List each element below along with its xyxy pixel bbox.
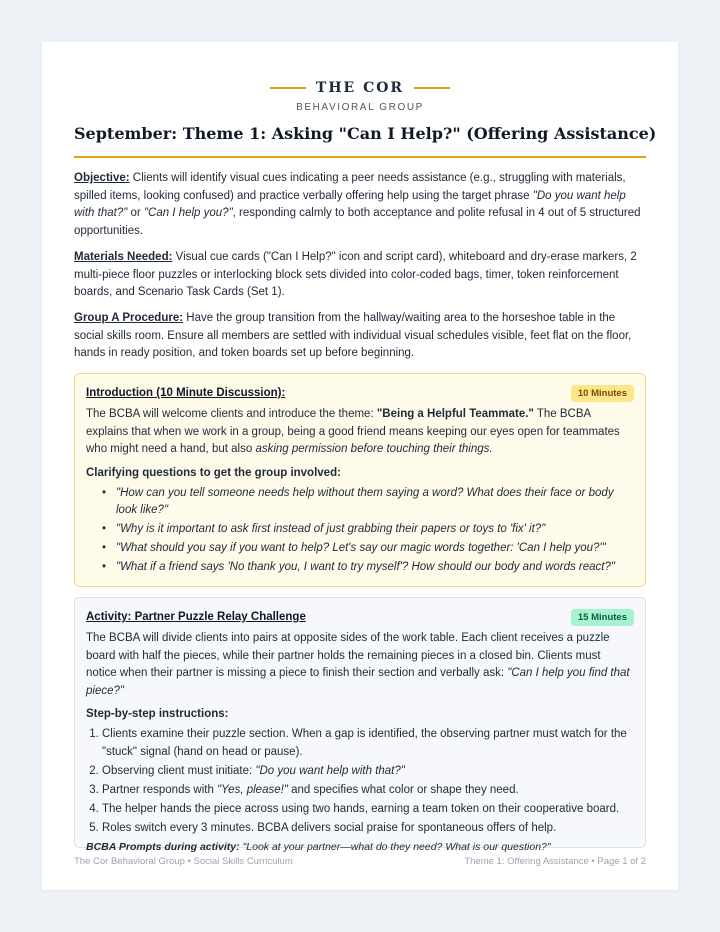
objective-phrase-2: "Can I help you?" xyxy=(143,207,233,219)
activity-phrase: "Can I help you find that piece?" xyxy=(86,667,630,697)
brand-rule-left xyxy=(270,87,306,89)
list-item: 4. The helper hands the piece across using two hands, earning a team token on their cooperative board. xyxy=(102,801,634,819)
list-item: 1. Clients examine their puzzle section. When a gap is identified, the observing partner must watch for the "stuck" signal (hand on head or pause). xyxy=(102,726,634,761)
brand-rule-right xyxy=(414,87,450,89)
introduction-text-part: The BCBA will welcome clients and introduce the theme: xyxy=(86,408,377,420)
bcba-prompts xyxy=(86,839,634,855)
introduction-duration-badge: 10 Minutes xyxy=(571,385,634,402)
objective-phrase-1: "Do you want help with that?" xyxy=(74,189,626,219)
title-divider xyxy=(74,156,646,158)
list-item: 5. Roles switch every 3 minutes. BCBA delivers social praise for spontaneous offers of help. xyxy=(102,820,634,838)
list-item: • "Why is it important to ask first instead of just grabbing their papers or toys to 'fix' it?" xyxy=(104,521,634,539)
list-item: • "What if a friend says 'No thank you, I want to try myself'? How should our body and words react?" xyxy=(104,559,634,577)
list-item: • "How can you tell someone needs help without them saying a word? What does their face or body look like?" xyxy=(104,485,634,520)
activity-duration-badge: 15 Minutes xyxy=(571,609,634,626)
activity-text xyxy=(86,630,634,700)
prompts-label: BCBA Prompts during activity: xyxy=(86,841,240,853)
activity-title: Activity: Partner Puzzle Relay Challenge xyxy=(86,611,306,623)
activity-text-part: The BCBA will divide clients into pairs at opposite sides of the work table. Each client receives a puzzle board with half the pieces, while their partner holds the remaining pieces in a closed bin. Clients must notice when their partner is missing a piece to finish their section and verbally ask: xyxy=(86,632,610,679)
brand-name: THE COR xyxy=(315,80,405,96)
introduction-section xyxy=(74,373,646,587)
steps-list xyxy=(86,726,634,837)
introduction-text-part: The BCBA explains that when we work in a group, being a good friend means keeping our eyes open for teammates who might need a hand, but also xyxy=(86,408,620,455)
questions-list xyxy=(86,485,634,577)
page-footer xyxy=(74,856,646,867)
materials-text: Visual cue cards ("Can I Help?" icon and script card), whiteboard and dry-erase markers, 2 multi-piece floor puzzles or interlocking block sets divided into color-coded bags, timer, token reinforcement boards, and Scenario Task Cards (Set 1). xyxy=(74,251,637,298)
introduction-emphasis: asking permission before touching their things. xyxy=(255,443,493,455)
page-title: September: Theme 1: Asking "Can I Help?" (Offering Assistance) xyxy=(74,124,657,143)
objective-paragraph xyxy=(74,170,646,240)
procedure-label: Group A Procedure: xyxy=(74,312,184,324)
list-item: 3. Partner responds with "Yes, please!" and specifies what color or shape they need. xyxy=(102,782,634,800)
document-page xyxy=(42,42,678,890)
introduction-title: Introduction (10 Minute Discussion): xyxy=(86,387,286,399)
activity-section xyxy=(74,597,646,853)
footer-right: Theme 1: Offering Assistance • Page 1 of 2 xyxy=(464,856,646,867)
introduction-text xyxy=(86,406,634,459)
procedure-text: Have the group transition from the hallway/waiting area to the horseshoe table in the social skills room. Ensure all members are settled with individual visual schedules visible, feet flat on the floor, hands in ready position, and token boards set up before beginning. xyxy=(74,312,632,359)
objective-text: or xyxy=(127,207,144,219)
brand-subtitle: BEHAVIORAL GROUP xyxy=(296,102,424,113)
procedure-paragraph xyxy=(74,310,646,363)
brand-header xyxy=(74,80,646,96)
questions-heading: Clarifying questions to get the group involved: xyxy=(86,466,341,479)
materials-paragraph xyxy=(74,249,646,302)
footer-left: The Cor Behavioral Group • Social Skills Curriculum xyxy=(74,856,293,867)
objective-label: Objective: xyxy=(74,172,130,184)
introduction-theme: "Being a Helpful Teammate." xyxy=(376,408,534,420)
objective-text: , responding calmly to both acceptance and polite refusal in 4 out of 5 structured opportunities. xyxy=(74,207,641,237)
list-item: 2. Observing client must initiate: "Do you want help with that?" xyxy=(102,763,634,781)
objective-text: Clients will identify visual cues indicating a peer needs assistance (e.g., struggling with materials, spilled items, looking confused) and practice verbally offering help using the target phrase xyxy=(74,172,626,202)
prompts-text: "Look at your partner—what do they need? What is our question?" xyxy=(239,841,551,853)
list-item: • "What should you say if you want to help? Let's say our magic words together: 'Can I help you?'" xyxy=(104,540,634,558)
steps-heading: Step-by-step instructions: xyxy=(86,708,229,720)
materials-label: Materials Needed: xyxy=(74,251,173,263)
